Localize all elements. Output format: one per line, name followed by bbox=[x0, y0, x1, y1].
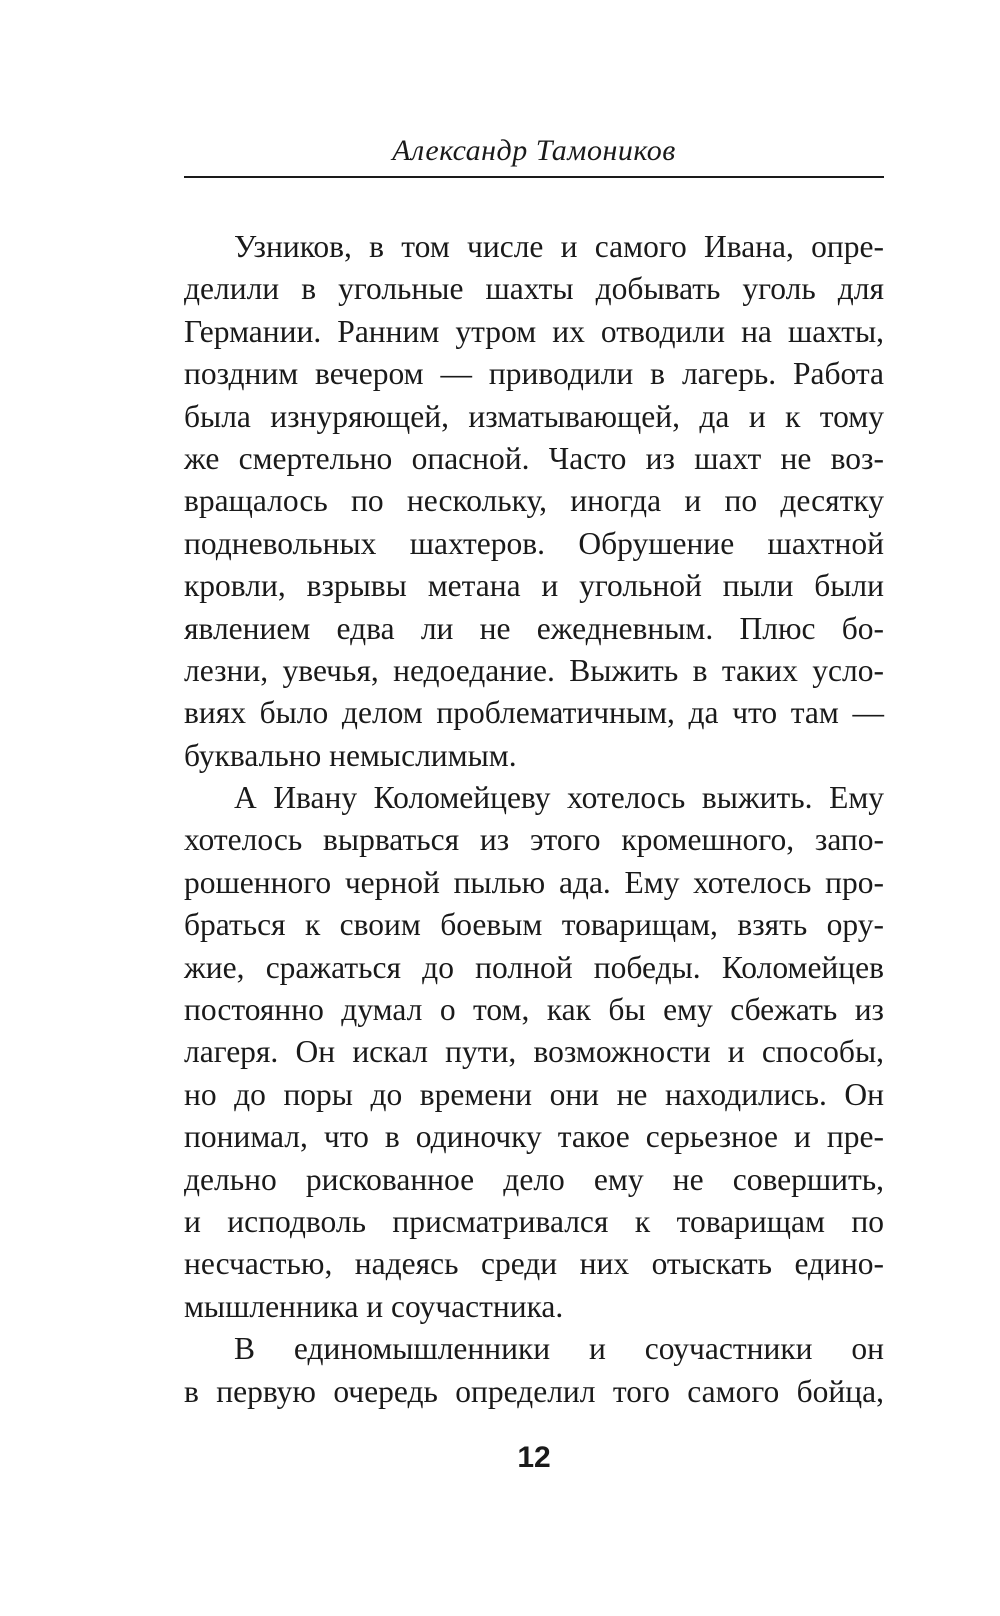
text-line: подневольных шахтеров. Обрушение шахтной bbox=[184, 525, 884, 561]
text-line: жие, сражаться до полной победы. Коломейцев bbox=[184, 949, 884, 985]
page-number: 12 bbox=[517, 1441, 551, 1474]
text-line: явлением едва ли не ежедневным. Плюс бо- bbox=[184, 610, 884, 646]
text-line: буквально немыслимым. bbox=[184, 737, 517, 773]
text-line: была изнуряющей, изматывающей, да и к тому bbox=[184, 398, 884, 434]
text-line: и исподволь присматривался к товарищам по bbox=[184, 1203, 884, 1239]
text-line: делили в угольные шахты добывать уголь для bbox=[184, 271, 884, 307]
text-line: понимал, что в одиночку такое серьезное и пре- bbox=[184, 1119, 884, 1155]
text-line: Германии. Ранним утром их отводили на шахты, bbox=[184, 313, 884, 349]
text-line: хотелось вырваться из этого кромешного, запо- bbox=[184, 822, 884, 858]
text-line: браться к своим боевым товарищам, взять ору- bbox=[184, 907, 884, 943]
body-text bbox=[184, 226, 884, 1413]
header-rule bbox=[184, 176, 884, 178]
text-line: рошенного черной пылью ада. Ему хотелось про- bbox=[184, 864, 884, 900]
text-line: поздним вечером — приводили в лагерь. Работа bbox=[184, 356, 884, 392]
text-line: вращалось по нескольку, иногда и по десятку bbox=[184, 483, 884, 519]
text-line: Узников, в том числе и самого Ивана, опре- bbox=[234, 229, 884, 264]
text-line: А Ивану Коломейцеву хотелось выжить. Ему bbox=[234, 780, 884, 816]
text-line: но до поры до времени они не находились. Он bbox=[184, 1076, 884, 1112]
text-line: же смертельно опасной. Часто из шахт не воз- bbox=[184, 440, 884, 476]
text-line: постоянно думал о том, как бы ему сбежать из bbox=[184, 992, 884, 1028]
text-line: в первую очередь определил того самого бойца, bbox=[184, 1373, 884, 1409]
text-line: кровли, взрывы метана и угольной пыли были bbox=[184, 568, 884, 604]
text-line: В единомышленники и соучастники он bbox=[234, 1331, 884, 1367]
text-line: лагеря. Он искал пути, возможности и способы, bbox=[184, 1034, 884, 1070]
text-line: лезни, увечья, недоедание. Выжить в таких усло- bbox=[184, 652, 884, 688]
text-line: мышленника и соучастника. bbox=[184, 1288, 564, 1324]
text-line: дельно рискованное дело ему не совершить, bbox=[184, 1161, 884, 1197]
text-line: несчастью, надеясь среди них отыскать едино- bbox=[184, 1246, 884, 1282]
running-head-author: Александр Тамоников bbox=[392, 134, 676, 167]
text-line: виях было делом проблематичным, да что там — bbox=[184, 695, 884, 731]
